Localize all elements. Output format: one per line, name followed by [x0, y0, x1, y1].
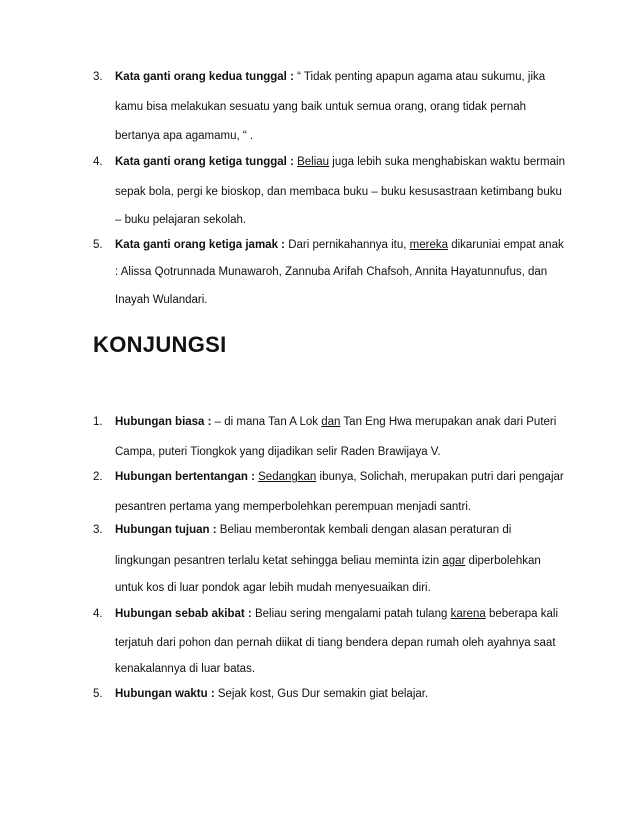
list-item-number: 1.	[93, 416, 103, 428]
item-text: sepak bola, pergi ke bioskop, dan membaca buku – buku kesusastraan ketimbang buku	[115, 186, 562, 198]
item-text: juga lebih suka menghabiskan waktu bermain	[329, 156, 565, 168]
list-item-line	[115, 607, 558, 622]
list-item-line	[115, 293, 207, 308]
item-text: terjatuh dari pohon dan pernah diikat di tiang bendera depan rumah oleh ayahnya saat	[115, 637, 556, 649]
list-item-line	[115, 636, 556, 651]
item-text: Beliau memberontak kembali dengan alasan peraturan di	[216, 524, 512, 536]
item-label: Hubungan tujuan :	[115, 524, 217, 536]
item-text: pesantren pertama yang memperbolehkan perempuan menjadi santri.	[115, 501, 472, 513]
item-text: Beliau sering mengalami patah tulang	[251, 608, 451, 620]
list-item-number: 3.	[93, 524, 103, 536]
item-label: Hubungan biasa :	[115, 416, 212, 428]
highlighted-word: Beliau	[297, 156, 330, 168]
item-text: Campa, puteri Tiongkok yang dijadikan selir Raden Brawijaya V.	[115, 446, 441, 458]
list-item-number: 3.	[93, 71, 103, 83]
item-text: : Alissa Qotrunnada Munawaroh, Zannuba Arifah Chafsoh, Annita Hayatunnufus, dan	[115, 266, 548, 278]
list-item-line	[115, 70, 545, 85]
list-item-line	[115, 415, 556, 430]
item-text: Inayah Wulandari.	[115, 294, 208, 306]
item-text: kamu bisa melakukan sesuatu yang baik untuk semua orang, orang tidak pernah	[115, 101, 527, 113]
list-item-line	[115, 129, 253, 144]
item-label: Hubungan bertentangan :	[115, 471, 255, 483]
list-item-line	[115, 470, 564, 485]
list-item-line	[115, 500, 471, 515]
highlighted-word: karena	[450, 608, 486, 620]
list-item-line	[115, 155, 565, 170]
item-label: Kata ganti orang ketiga jamak :	[115, 239, 285, 251]
item-text: – di mana Tan A Lok	[211, 416, 322, 428]
item-text: dikaruniai empat anak	[448, 239, 564, 251]
list-item-number: 5.	[93, 239, 103, 251]
list-item-line	[115, 581, 431, 596]
item-text: kenakalannya di luar batas.	[115, 663, 256, 675]
section-heading: KONJUNGSI	[93, 332, 227, 357]
list-item-line	[115, 265, 547, 280]
item-text: diperbolehkan	[465, 555, 541, 567]
item-label: Hubungan sebab akibat :	[115, 608, 252, 620]
highlighted-word: Sedangkan	[258, 471, 317, 483]
item-text: – buku pelajaran sekolah.	[115, 214, 247, 226]
list-item-number: 5.	[93, 688, 103, 700]
list-item-line	[115, 687, 428, 702]
list-item-line	[115, 445, 441, 460]
list-item-line	[115, 238, 564, 253]
item-text: bertanya apa agamamu, “ .	[115, 130, 254, 142]
item-text: “ Tidak penting apapun agama atau sukumu, jika	[293, 71, 546, 83]
list-item-line	[115, 554, 541, 569]
list-item-number: 2.	[93, 471, 103, 483]
item-text: Sejak kost, Gus Dur semakin giat belajar.	[214, 688, 429, 700]
item-text: lingkungan pesantren terlalu ketat sehingga beliau meminta izin	[115, 555, 443, 567]
highlighted-word: dan	[321, 416, 341, 428]
highlighted-word: agar	[442, 555, 466, 567]
item-text: Tan Eng Hwa merupakan anak dari Puteri	[340, 416, 557, 428]
list-item-number: 4.	[93, 608, 103, 620]
item-label: Kata ganti orang kedua tunggal :	[115, 71, 294, 83]
item-label: Kata ganti orang ketiga tunggal :	[115, 156, 294, 168]
item-text: ibunya, Solichah, merupakan putri dari pengajar	[316, 471, 564, 483]
list-item-line	[115, 100, 526, 115]
list-item-number: 4.	[93, 156, 103, 168]
list-item-line	[115, 662, 255, 677]
list-item-line	[115, 523, 511, 538]
item-text: untuk kos di luar pondok agar lebih mudah menyesuaikan diri.	[115, 582, 431, 594]
item-label: Hubungan waktu :	[115, 688, 215, 700]
list-item-line	[115, 213, 246, 228]
item-text: Dari pernikahannya itu,	[285, 239, 410, 251]
highlighted-word: mereka	[409, 239, 449, 251]
item-text: beberapa kali	[485, 608, 558, 620]
list-item-line	[115, 185, 562, 200]
